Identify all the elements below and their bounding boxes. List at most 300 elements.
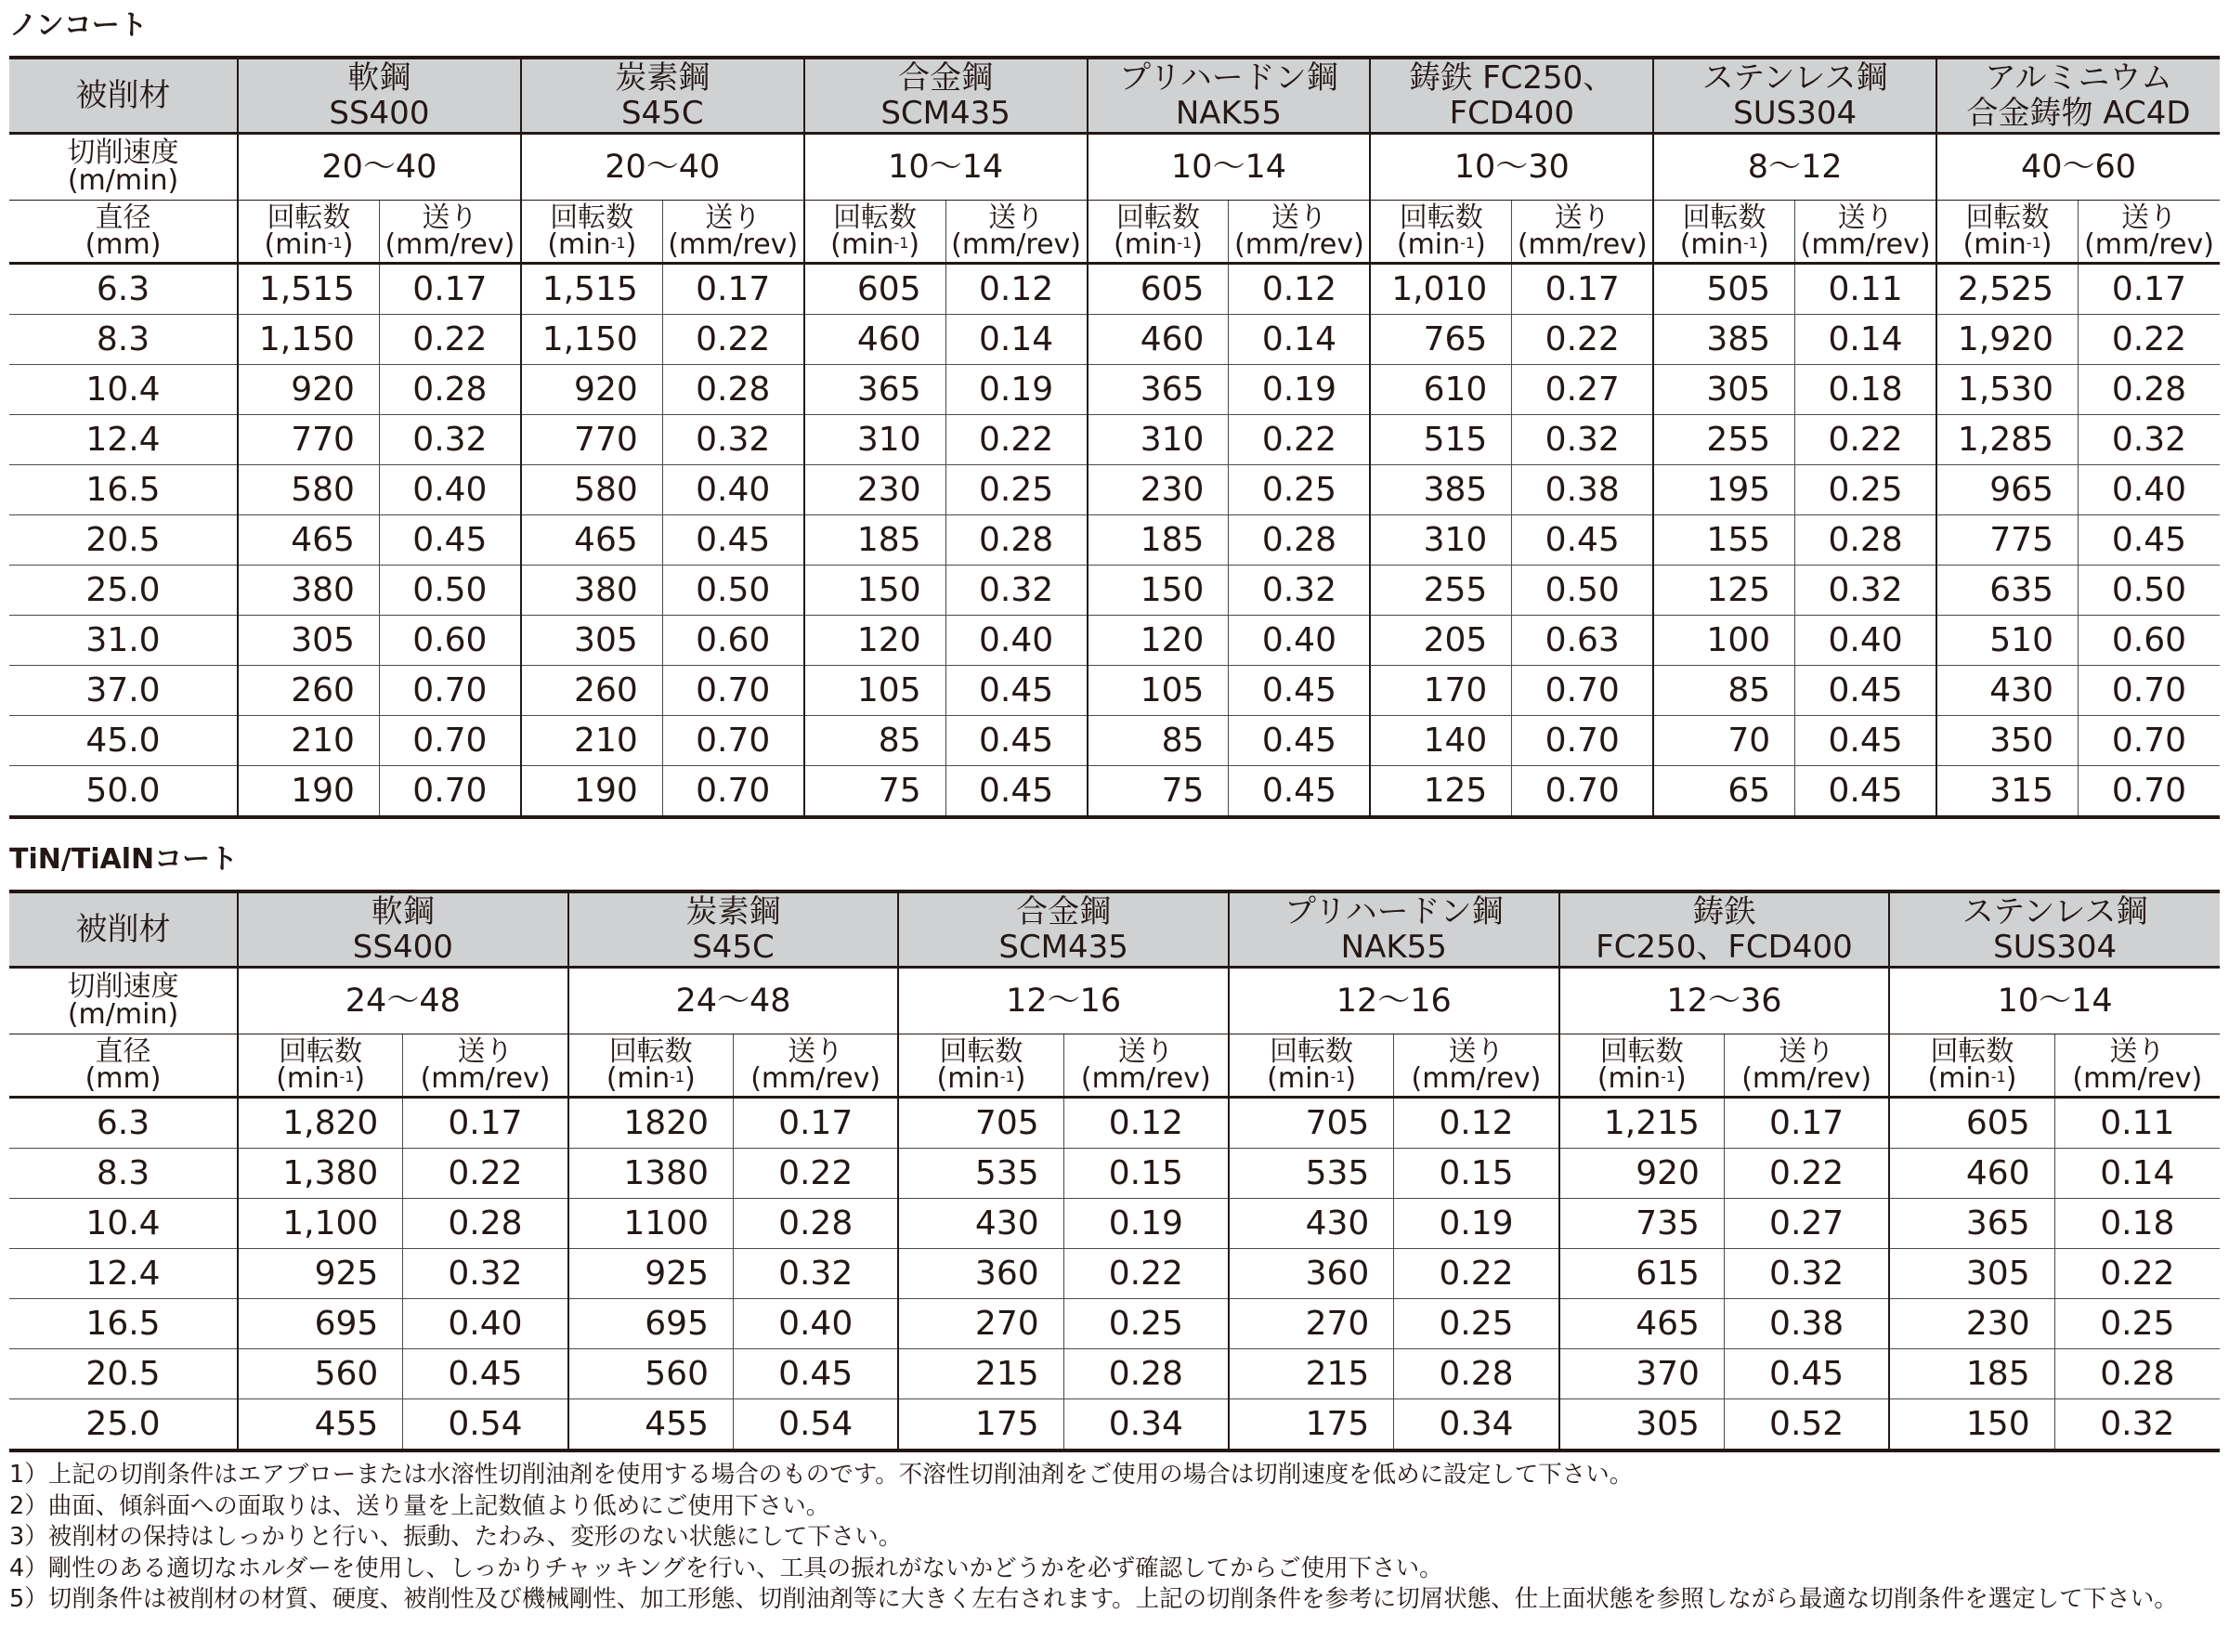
rpm-value: 770 (521, 415, 662, 465)
rpm-value: 920 (521, 365, 662, 415)
feed-value: 0.22 (1229, 415, 1370, 465)
diameter-label-text: 直径 (95, 1035, 151, 1068)
diameter-value: 45.0 (9, 716, 238, 766)
rpm-value: 105 (804, 666, 945, 716)
feed-value: 0.60 (662, 616, 803, 666)
cutting-speed-row (9, 968, 2220, 1034)
rpm-value: 1,150 (238, 315, 379, 365)
rpm-label: 回転数 (1682, 202, 1766, 234)
feed-value: 0.40 (1229, 616, 1370, 666)
rpm-unit-text: (min (1396, 228, 1461, 261)
rpm-value: 255 (1370, 566, 1511, 616)
rpm-value: 460 (1889, 1149, 2054, 1199)
rpm-value: 430 (1229, 1199, 1394, 1249)
rpm-unit-exponent: -1 (2026, 234, 2041, 252)
rpm-unit-exponent: -1 (1661, 1068, 1676, 1086)
cutting-speed-value: 10〜14 (1889, 968, 2220, 1034)
feed-value: 0.70 (2078, 716, 2220, 766)
rpm-value: 305 (1559, 1399, 1725, 1451)
diameter-value: 10.4 (9, 365, 238, 415)
feed-value: 0.70 (1512, 766, 1653, 818)
rpm-value: 170 (1370, 666, 1511, 716)
rpm-value: 305 (521, 616, 662, 666)
material-header-cell (804, 58, 1088, 134)
feed-value: 0.60 (2078, 616, 2220, 666)
cutting-speed-value: 10〜14 (1088, 134, 1371, 201)
rpm-unit-exponent: -1 (1177, 234, 1193, 252)
workpiece-label: 被削材 (9, 891, 238, 968)
footnote-4: 4）剛性のある適切なホルダーを使用し、しっかりチャッキングを行い、工具の振れがないかどうかを必ず確認してからご使用下さい。 (9, 1554, 1443, 1582)
material-name: プリハードン鋼 (1284, 893, 1504, 930)
diameter-unit: (mm) (85, 1062, 162, 1095)
material-header-cell (568, 891, 899, 968)
table-row (9, 415, 2220, 465)
rpm-value: 1,820 (238, 1098, 403, 1149)
rpm-unit-exponent: -1 (1990, 1068, 2006, 1086)
feed-unit: (mm/rev) (951, 228, 1081, 261)
feed-value: 0.32 (1512, 415, 1653, 465)
feed-value: 0.70 (379, 766, 520, 818)
table-row (9, 1349, 2220, 1399)
feed-value: 0.70 (2078, 666, 2220, 716)
material-name: 鋳鉄 (1692, 893, 1756, 930)
feed-value: 0.40 (662, 465, 803, 515)
material-code: SUS304 (1733, 95, 1858, 132)
feed-value: 0.22 (1724, 1149, 1889, 1199)
feed-value: 0.38 (1512, 465, 1653, 515)
feed-value: 0.32 (662, 415, 803, 465)
rpm-value: 85 (1088, 716, 1229, 766)
feed-value: 0.45 (945, 766, 1087, 818)
rpm-header (1088, 201, 1229, 264)
rpm-value: 430 (1936, 666, 2078, 716)
feed-value: 0.70 (2078, 766, 2220, 818)
diameter-value: 31.0 (9, 616, 238, 666)
feed-value: 0.28 (1795, 515, 1936, 566)
rpm-unit-text: (min (264, 228, 328, 261)
table-row (9, 566, 2220, 616)
feed-unit: (mm/rev) (420, 1062, 551, 1095)
rpm-value: 215 (1229, 1349, 1394, 1399)
feed-value: 0.28 (1394, 1349, 1559, 1399)
table-row (9, 1199, 2220, 1249)
rpm-value: 370 (1559, 1349, 1725, 1399)
rpm-unit-text: (min (830, 228, 894, 261)
rpm-value: 560 (568, 1349, 734, 1399)
feed-value: 0.32 (733, 1249, 898, 1299)
material-code: S45C (620, 95, 704, 132)
material-header-cell (1653, 58, 1936, 134)
feed-value: 0.45 (945, 666, 1087, 716)
table-row (9, 1249, 2220, 1299)
material-header-cell (1229, 891, 1559, 968)
material-header-row (9, 58, 2220, 134)
material-code: SUS304 (1993, 929, 2118, 966)
rpm-value: 535 (898, 1149, 1063, 1199)
footnotes (9, 1460, 2220, 1616)
table-row (9, 766, 2220, 818)
rpm-value: 605 (1889, 1098, 2054, 1149)
cutting-speed-value: 40〜60 (1936, 134, 2220, 201)
material-code: SCM435 (880, 95, 1010, 132)
feed-value: 0.19 (945, 365, 1087, 415)
rpm-value: 465 (238, 515, 379, 566)
feed-value: 0.70 (662, 716, 803, 766)
diameter-value: 16.5 (9, 465, 238, 515)
feed-unit: (mm/rev) (1741, 1062, 1872, 1095)
feed-label: 送り (1779, 1035, 1835, 1068)
cutting-speed-label (9, 968, 238, 1034)
rpm-unit (1560, 1062, 1724, 1095)
rpm-value: 365 (1889, 1199, 2054, 1249)
rpm-value: 920 (1559, 1149, 1725, 1199)
rpm-value: 85 (1653, 666, 1794, 716)
rpm-unit-close: ) (908, 228, 920, 261)
workpiece-label: 被削材 (9, 58, 238, 134)
feed-value: 0.40 (2078, 465, 2220, 515)
tincoat-section-title: TiN/TiAlNコート (9, 843, 239, 876)
feed-value: 0.15 (1394, 1149, 1559, 1199)
feed-header (403, 1034, 568, 1098)
rpm-unit (239, 228, 379, 261)
rpm-unit (1230, 1062, 1393, 1095)
rpm-value: 85 (804, 716, 945, 766)
rpm-value: 1,150 (521, 315, 662, 365)
material-name: 軟鋼 (371, 893, 435, 930)
cutting-speed-value: 24〜48 (238, 968, 568, 1034)
rpm-value: 1,530 (1936, 365, 2078, 415)
feed-label: 送り (2120, 202, 2177, 234)
feed-value: 0.40 (379, 465, 520, 515)
rpm-unit (1890, 1062, 2053, 1095)
feed-value: 0.45 (1229, 716, 1370, 766)
rpm-value: 605 (1088, 264, 1229, 315)
feed-unit: (mm/rev) (1080, 1062, 1211, 1095)
rpm-value: 455 (568, 1399, 734, 1451)
rpm-value: 140 (1370, 716, 1511, 766)
rpm-header (521, 201, 662, 264)
feed-value: 0.28 (403, 1199, 568, 1249)
feed-value: 0.54 (403, 1399, 568, 1451)
rpm-unit-close: ) (2040, 228, 2053, 261)
rpm-unit-text: (min (1962, 228, 2027, 261)
feed-value: 0.17 (2078, 264, 2220, 315)
diameter-label-text: 直径 (95, 202, 151, 234)
feed-header (379, 201, 520, 264)
rpm-unit (805, 228, 945, 261)
rpm-label: 回転数 (1399, 202, 1483, 234)
material-name: 合金鋼 (898, 59, 994, 97)
diameter-value: 20.5 (9, 1349, 238, 1399)
rpm-value: 350 (1936, 716, 2078, 766)
feed-value: 0.40 (733, 1299, 898, 1349)
rpm-unit-close: ) (1475, 228, 1486, 261)
table-row (9, 1098, 2220, 1149)
rpm-value: 580 (521, 465, 662, 515)
diameter-value: 6.3 (9, 1098, 238, 1149)
feed-value: 0.12 (1063, 1098, 1229, 1149)
rpm-unit-exponent: -1 (670, 1068, 685, 1086)
feed-value: 0.22 (662, 315, 803, 365)
rpm-value: 360 (1229, 1249, 1394, 1299)
rpm-unit (239, 1062, 402, 1095)
material-header-cell (238, 891, 568, 968)
rpm-header (238, 1034, 403, 1098)
cutting-speed-unit: (m/min) (67, 998, 179, 1031)
rpm-value: 1,285 (1936, 415, 2078, 465)
rpm-value: 705 (898, 1098, 1063, 1149)
feed-value: 0.45 (945, 716, 1087, 766)
feed-value: 0.18 (1795, 365, 1936, 415)
rpm-value: 380 (238, 566, 379, 616)
rpm-header (1370, 201, 1511, 264)
feed-value: 0.19 (1063, 1199, 1229, 1249)
rpm-value: 465 (1559, 1299, 1725, 1349)
rpm-value: 615 (1559, 1249, 1725, 1299)
noncoat-section-title: ノンコート (9, 9, 148, 42)
rpm-unit-text: (min (1927, 1062, 1991, 1095)
rpm-value: 185 (1889, 1349, 2054, 1399)
feed-value: 0.22 (403, 1149, 568, 1199)
feed-value: 0.17 (733, 1098, 898, 1149)
feed-value: 0.45 (1229, 666, 1370, 716)
rpm-value: 210 (521, 716, 662, 766)
feed-label: 送り (788, 1035, 844, 1068)
rpm-value: 765 (1370, 315, 1511, 365)
rpm-value: 305 (1653, 365, 1794, 415)
material-header-cell (898, 891, 1229, 968)
feed-header (662, 201, 803, 264)
rpm-unit-exponent: -1 (1460, 234, 1476, 252)
diameter-label (9, 1034, 238, 1098)
rpm-value: 1,100 (238, 1199, 403, 1249)
rpm-unit-exponent: -1 (339, 1068, 355, 1086)
rpm-value: 185 (804, 515, 945, 566)
material-name: 炭素鋼 (685, 893, 781, 930)
rpm-value: 510 (1936, 616, 2078, 666)
material-code: SCM435 (998, 929, 1128, 966)
feed-label: 送り (457, 1035, 514, 1068)
feed-value: 0.22 (1063, 1249, 1229, 1299)
diameter-value: 10.4 (9, 1199, 238, 1249)
feed-unit: (mm/rev) (385, 228, 515, 261)
rpm-value: 190 (521, 766, 662, 818)
rpm-unit (522, 228, 662, 261)
rpm-unit (1371, 228, 1511, 261)
rpm-header (1889, 1034, 2054, 1098)
cutting-speed-value: 20〜40 (238, 134, 521, 201)
rpm-value: 560 (238, 1349, 403, 1399)
material-header-cell (1936, 58, 2220, 134)
feed-value: 0.25 (1229, 465, 1370, 515)
rpm-value: 175 (898, 1399, 1063, 1451)
feed-value: 0.63 (1512, 616, 1653, 666)
rpm-value: 580 (238, 465, 379, 515)
rpm-label: 回転数 (1930, 1035, 2014, 1068)
feed-value: 0.32 (1795, 566, 1936, 616)
rpm-unit-close: ) (625, 228, 637, 261)
diameter-value: 8.3 (9, 1149, 238, 1199)
cutting-speed-unit: (m/min) (67, 164, 179, 197)
rpm-value: 310 (804, 415, 945, 465)
feed-value: 0.32 (2054, 1399, 2220, 1451)
rpm-value: 100 (1653, 616, 1794, 666)
rpm-value: 185 (1088, 515, 1229, 566)
rpm-unit-close: ) (1757, 228, 1769, 261)
rpm-unit (1654, 228, 1794, 261)
rpm-value: 125 (1370, 766, 1511, 818)
rpm-value: 270 (898, 1299, 1063, 1349)
rpm-unit-text: (min (276, 1062, 340, 1095)
rpm-unit-close: ) (354, 1062, 366, 1095)
rpm-value: 150 (804, 566, 945, 616)
rpm-unit-exponent: -1 (1742, 234, 1758, 252)
rpm-unit (899, 1062, 1062, 1095)
rpm-value: 230 (1088, 465, 1229, 515)
rpm-label: 回転数 (1965, 202, 2050, 234)
rpm-unit-text: (min (1597, 1062, 1662, 1095)
feed-value: 0.45 (1512, 515, 1653, 566)
rpm-value: 535 (1229, 1149, 1394, 1199)
rpm-value: 925 (238, 1249, 403, 1299)
rpm-value: 305 (1889, 1249, 2054, 1299)
feed-value: 0.45 (1795, 766, 1936, 818)
material-code: S45C (692, 929, 775, 966)
feed-value: 0.11 (1795, 264, 1936, 315)
rpm-value: 205 (1370, 616, 1511, 666)
rpm-value: 695 (568, 1299, 734, 1349)
rpm-unit-exponent: -1 (999, 1068, 1015, 1086)
rpm-unit-exponent: -1 (893, 234, 909, 252)
tincoat-cutting-table (9, 890, 2220, 1452)
feed-value: 0.22 (1795, 415, 1936, 465)
rpm-value: 230 (804, 465, 945, 515)
rpm-header (804, 201, 945, 264)
feed-value: 0.18 (2054, 1199, 2220, 1249)
feed-value: 0.34 (1063, 1399, 1229, 1451)
rpm-value: 1,515 (521, 264, 662, 315)
rpm-header (898, 1034, 1063, 1098)
rpm-header (1559, 1034, 1725, 1098)
rpm-value: 65 (1653, 766, 1794, 818)
feed-header (1512, 201, 1653, 264)
feed-header (2054, 1034, 2220, 1098)
rpm-unit-close: ) (1192, 228, 1203, 261)
feed-value: 0.34 (1394, 1399, 1559, 1451)
feed-value: 0.32 (1724, 1249, 1889, 1299)
rpm-unit-close: ) (1345, 1062, 1357, 1095)
feed-value: 0.60 (379, 616, 520, 666)
diameter-value: 37.0 (9, 666, 238, 716)
noncoat-cutting-table (9, 56, 2220, 819)
cutting-speed-value: 10〜30 (1370, 134, 1653, 201)
rpm-value: 1100 (568, 1199, 734, 1249)
rpm-label: 回転数 (1115, 202, 1200, 234)
rpm-value: 505 (1653, 264, 1794, 315)
feed-value: 0.28 (2078, 365, 2220, 415)
feed-header (1394, 1034, 1559, 1098)
feed-value: 0.45 (1229, 766, 1370, 818)
rpm-header (1936, 201, 2078, 264)
cutting-speed-value: 12〜36 (1559, 968, 1890, 1034)
rpm-value: 695 (238, 1299, 403, 1349)
feed-header (733, 1034, 898, 1098)
material-header-cell (238, 58, 521, 134)
feed-value: 0.25 (2054, 1299, 2220, 1349)
material-header-cell (521, 58, 804, 134)
feed-value: 0.70 (1512, 716, 1653, 766)
rpm-unit (569, 1062, 733, 1095)
rpm-label: 回転数 (267, 202, 351, 234)
rpm-unit-close: ) (1675, 1062, 1687, 1095)
feed-value: 0.17 (379, 264, 520, 315)
rpm-unit-text: (min (547, 228, 611, 261)
rpm-label: 回転数 (550, 202, 634, 234)
rpm-value: 195 (1653, 465, 1794, 515)
feed-label: 送り (422, 202, 478, 234)
footnote-2: 2）曲面、傾斜面への面取りは、送り量を上記数値より低めにご使用下さい。 (9, 1491, 830, 1520)
feed-label: 送り (1837, 202, 1894, 234)
rpm-value: 215 (898, 1349, 1063, 1399)
feed-value: 0.28 (1063, 1349, 1229, 1399)
feed-value: 0.17 (403, 1098, 568, 1149)
rpm-value: 75 (804, 766, 945, 818)
rpm-value: 1380 (568, 1149, 734, 1199)
rpm-value: 1,380 (238, 1149, 403, 1199)
rpm-label: 回転数 (1599, 1035, 1684, 1068)
footnote-3: 3）被削材の保持はしっかりと行い、振動、たわみ、変形のない状態にして下さい。 (9, 1523, 903, 1551)
rpm-value: 1820 (568, 1098, 734, 1149)
table-row (9, 465, 2220, 515)
feed-value: 0.50 (379, 566, 520, 616)
feed-value: 0.25 (1394, 1299, 1559, 1349)
table-row (9, 315, 2220, 365)
rpm-unit (1937, 228, 2078, 261)
rpm-unit-exponent: -1 (1330, 1068, 1346, 1086)
feed-value: 0.22 (1512, 315, 1653, 365)
rpm-value: 315 (1936, 766, 2078, 818)
rpm-value: 705 (1229, 1098, 1394, 1149)
feed-label: 送り (2109, 1035, 2166, 1068)
feed-label: 送り (705, 202, 762, 234)
feed-value: 0.70 (662, 766, 803, 818)
rpm-value: 1,515 (238, 264, 379, 315)
rpm-value: 75 (1088, 766, 1229, 818)
feed-value: 0.70 (662, 666, 803, 716)
diameter-value: 25.0 (85, 1405, 161, 1443)
material-name: 炭素鋼 (615, 59, 710, 97)
feed-value: 0.12 (1394, 1098, 1559, 1149)
material-header-row (9, 891, 2220, 968)
feed-value: 0.32 (403, 1249, 568, 1299)
rpm-value: 1,215 (1559, 1098, 1725, 1149)
feed-value: 0.32 (2078, 415, 2220, 465)
feed-value: 0.45 (2078, 515, 2220, 566)
feed-value: 0.14 (945, 315, 1087, 365)
rpm-value: 105 (1088, 666, 1229, 716)
rpm-value: 125 (1653, 566, 1794, 616)
rpm-value: 230 (1889, 1299, 2054, 1349)
feed-header (1063, 1034, 1229, 1098)
rpm-header (1653, 201, 1794, 264)
table-row (9, 365, 2220, 415)
feed-header (1724, 1034, 1889, 1098)
feed-value: 0.70 (1512, 666, 1653, 716)
rpm-value: 770 (238, 415, 379, 465)
cutting-speed-label-text: 切削速度 (67, 137, 179, 169)
rpm-value: 735 (1559, 1199, 1725, 1249)
feed-value: 0.22 (379, 315, 520, 365)
